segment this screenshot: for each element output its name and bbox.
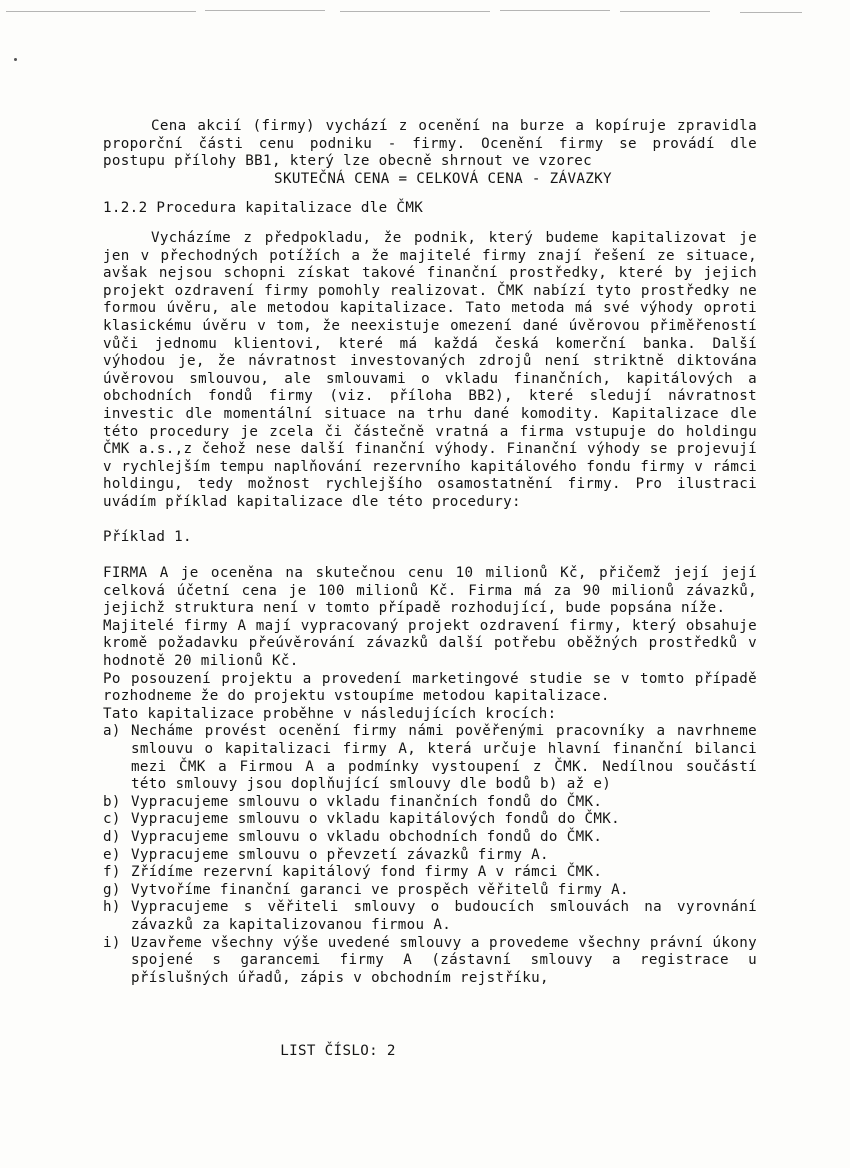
section-heading: 1.2.2 Procedura kapitalizace dle ČMK	[103, 200, 424, 217]
step-text: Vypracujeme smlouvu o převzetí závazků firmy A.	[131, 846, 549, 863]
step-marker: c)	[103, 811, 121, 828]
procedure-paragraph: Vycházíme z předpokladu, že podnik, který budeme kapitalizovat je jen v přechodných potížích a že majitelé firmy znají řešení ze situace, avšak nejsou schopni získat takové finanční prostředky, které by jejich projekt ozdravení firmy pomohly realizovat. ČMK nabízí tyto prostředky ne formou úvěru, ale metodou kapitalizace. Tato metoda má své výhody oproti klasickému úvěru v tom, že neexistuje omezení dané úvěrovou přiměřeností vůči jednomu klientovi, které má každá česká komerční banka. Další výhodou je, že návratnost investovaných zdrojů není striktně diktována úvěrovou smlouvou, ale smlouvami o vkladu finančních, kapitálových a obchodních fondů firmy (viz. příloha BB2), které sledují návratnost investic dle momentální situace na trhu dané komodity. Kapitalizace dle této procedury je zcela či částečně vratná a firma vstupuje do holdingu ČMK a.s.,z čehož nese další finanční výhody. Finanční výhody se projevují v rychlejším tempu naplňování rezervního kapitálového fondu firmy v rámci holdingu, tedy možnost rychlejšího osamostatnění firmy. Pro ilustraci uvádím příklad kapitalizace dle této procedury:	[103, 229, 757, 510]
step-item	[103, 829, 757, 847]
step-item	[103, 847, 757, 865]
step-marker: g)	[103, 881, 121, 898]
example-paragraph: FIRMA A je oceněna na skutečnou cenu 10 milionů Kč, přičemž její její celková účetní cena je 100 milionů Kč. Firma má za 90 milionů závazků, jejichž struktura není v tomto případě rozhodující, bude popsána níže.	[103, 565, 757, 617]
step-marker: a)	[103, 723, 121, 740]
page-number-footer: LIST ČÍSLO: 2	[280, 1043, 396, 1059]
step-text: Zřídíme rezervní kapitálový fond firmy A v rámci ČMK.	[131, 864, 603, 881]
step-item	[103, 882, 757, 900]
step-marker: f)	[103, 864, 121, 881]
step-text: Vypracujeme s věřiteli smlouvy o budoucích smlouvách na vyrovnání závazků za kapitalizovanou firmou A.	[131, 899, 757, 933]
intro-paragraph: Cena akcií (firmy) vychází z ocenění na burze a kopíruje zpravidla proporční části cenu podniku - firmy. Ocenění firmy se provádí dle postupu přílohy BB1, který lze obecně shrnout ve vzorec	[103, 118, 757, 170]
step-item	[103, 723, 757, 793]
step-marker: i)	[103, 934, 121, 951]
scan-edge-artifact	[0, 0, 850, 22]
document-page	[103, 118, 757, 987]
example-paragraph: Majitelé firmy A mají vypracovaný projekt ozdravení firmy, který obsahuje kromě požadavku přeúvěrování závazků další potřebu oběžných prostředků v hodnotě 20 milionů Kč.	[103, 617, 757, 670]
step-text: Uzavřeme všechny výše uvedené smlouvy a provedeme všechny právní úkony spojené s garancemi firmy A (zástavní smlouvy a registrace u příslušných úřadů, zápis v obchodním rejstříku,	[131, 934, 757, 986]
step-marker: h)	[103, 899, 121, 916]
step-item	[103, 899, 757, 934]
step-text: Vypracujeme smlouvu o vkladu finančních fondů do ČMK.	[131, 793, 603, 810]
step-marker: e)	[103, 846, 121, 863]
step-text: Vytvoříme finanční garanci ve prospěch věřitelů firmy A.	[131, 881, 629, 898]
step-item	[103, 811, 757, 829]
step-item	[103, 864, 757, 882]
example-paragraph: Po posouzení projektu a provedení marketingové studie se v tomto případě rozhodneme že do projektu vstoupíme metodou kapitalizace.	[103, 670, 757, 705]
steps-list	[103, 723, 757, 987]
step-marker: b)	[103, 793, 121, 810]
step-marker: d)	[103, 828, 121, 845]
step-text: Vypracujeme smlouvu o vkladu obchodních fondů do ČMK.	[131, 828, 603, 845]
step-text: Necháme provést ocenění firmy námi pověřenými pracovníky a navrhneme smlouvu o kapitalizaci firmy A, která určuje hlavní finanční bilanci mezi ČMK a Firmou A a podmínky vystoupení z ČMK. Nedílnou součástí této smlouvy jsou doplňující smlouvy dle bodů b) až e)	[131, 723, 757, 793]
step-item	[103, 794, 757, 812]
example-title: Příklad 1.	[103, 529, 192, 546]
step-item	[103, 935, 757, 988]
valuation-formula: SKUTEČNÁ CENA = CELKOVÁ CENA - ZÁVAZKY	[274, 170, 612, 187]
example-paragraph: Tato kapitalizace proběhne v následujících krocích:	[103, 705, 557, 722]
scan-dot-artifact	[14, 58, 17, 61]
step-text: Vypracujeme smlouvu o vkladu kapitálových fondů do ČMK.	[131, 811, 621, 828]
